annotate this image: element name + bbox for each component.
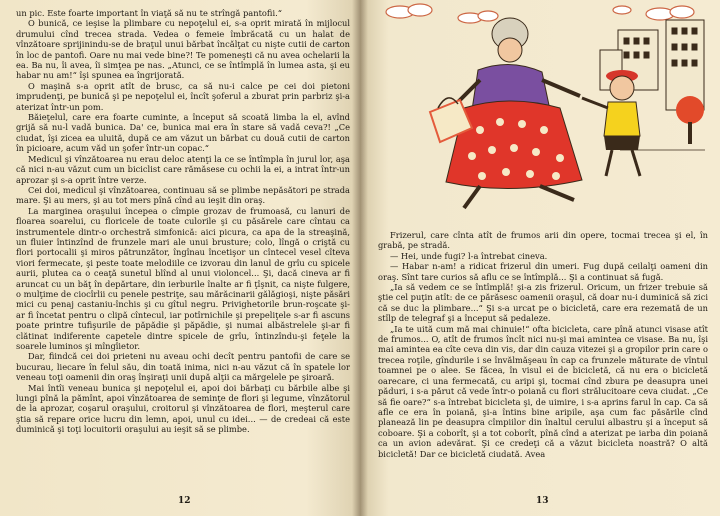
paragraph: Medicul şi vînzătoarea nu erau deloc atenţi la ce se întîmpla în jurul lor, aşa că nici n-au văzut cum un biciclist care rămăsese cu ochii la ei, a intrat într-un aprozar şi s-a oprit între verze.	[16, 153, 350, 185]
paragraph: — Hei, unde fugi? l-a întrebat cineva.	[390, 250, 548, 261]
cloud-icon	[386, 4, 694, 23]
book-gutter	[352, 0, 368, 516]
paragraph: Băieţelul, care era foarte cuminte, a început să scoată limba la el, avînd grijă să nu-l vadă bunica. Da' ce, bunica mai era în stare să vadă ceva?! „Ce ciudat, îşi zicea ea uluită, după ce am văzut un bărbat cu două cutii de carton în picioare, acum văd un şofer într-un copac.“	[16, 112, 350, 154]
paragraph: „Ia te uită cum mă mai chinuie!“ ofta bicicleta, care pînă atunci visase atît de frumos... O, atît de frumos încît nici nu-şi mai amintea ce visase. Ba nu, îşi mai amintea ea cîte ceva din vis, dar din cauza vitezei şi a gropilor prin care o trecea roţile, gîndurile i se învălmăşeau în cap ca frunzele măturate de vîntul toamnei pe o alee. Se făcea, în visul ei de bicicletă, că nu era o bicicletă oarecare, ci una fermecată, cu aripi şi, tocmai cînd zbura pe deasupra unei păduri, i s-a părut că vede într-o poiană cu flori strălucitoare ceva ciudat. „Ce să fie oare?“ s-a întrebat bicicleta şi, de uimire, i s-a aprins farul în cap. Ca să afle ce era în poiană, şi-a întins bine aripile, aşa cum fac păsările cînd planează lin pe deasupra cîmpiilor din înaltul cerului albastru şi a început să coboare. Şi a coborît, şi a tot coborît, pînă cînd a aterizat pe iarba din poiană ca un avion adevărat. Şi ce credeţi că a văzut bicicleta noastră? O altă bicicletă! Dar ce bicicletă ciudată. Avea	[378, 323, 708, 459]
page-number: 13	[536, 496, 549, 506]
paragraph: — Habar n-am! a ridicat frizerul din umeri. Fug după ceilalţi oameni din oraş. Sînt tare curios să aflu ce se întîmplă... Şi a continuat să fugă.	[378, 261, 708, 282]
paragraph: O bunică, ce ieşise la plimbare cu nepoţelul ei, s-a oprit mirată în mijlocul drumului cînd trecea strada. Vedea o femeie îmbrăcată cu un halat de vînzătoare sprijinindu-se de braţul unui bărbat încălţat cu nişte cutii de carton în loc de pantofi. Oare nu mai vede bine?! Te pomeneşti că nu avea ochelarii la ea. Ba nu, îi avea, îi simţea pe nas. „Atunci, ce se întîmplă în lumea asta, şi eu habar nu am!“ îşi spunea ea îngrijorată.	[16, 18, 350, 81]
paragraph: Frizerul, care cînta atît de frumos arii din opere, tocmai trecea şi el, în grabă, pe stradă.	[378, 230, 708, 251]
paragraph: O maşină s-a oprit atît de brusc, ca să nu-i calce pe cei doi pietoni imprudenţi, pe bunică şi pe nepoţelul ei, încît şoferul a zburat prin parbriz şi-a aterizat într-un pom.	[16, 80, 350, 112]
paragraph: „Ia să vedem ce se întîmplă! şi-a zis frizerul. Oricum, un frizer trebuie să ştie cel puţin atît: de ce părăsesc oamenii oraşul, că doar nu-i duminică să zici că se duc la plimbare...“ Şi s-a urcat pe o bicicletă, care era rezemată de un stîlp de telegraf şi a început să pedaleze.	[378, 282, 708, 324]
right-page	[360, 0, 720, 516]
paragraph: Dar, fiindcă cei doi prieteni nu aveau ochi decît pentru pantofii de care se bucurau, liecare în felul său, din toată inima, nici n-au văzut că în spatele lor veneau toţi oamenii din oraş înşiraţi unii după alţii ca mărgelele pe şiroară.	[16, 351, 350, 383]
right-page-text	[378, 230, 708, 459]
paragraph: Cei doi, medicul şi vînzătoarea, continuau să se plimbe nepăsători pe strada mare. Şi au mers, şi au tot mers pînă cînd au ieşit din oraş.	[16, 184, 350, 206]
tree	[676, 96, 704, 144]
paragraph: La marginea oraşului începea o cîmpie grozav de frumoasă, cu lanuri de floarea soarelui, cu floricele de toate culorile şi cu păsărele care cîntau ca instrumentele dintr-o orchestră simfonică: aici picura, ca apa de la streaşină, un fluier întinzînd de frunzele mari ale unui brusture; colo, lîngă o criştă cu flori portocalii şi miros pătrunzător, îngînau încetişor un cîntecel vesel cîteva viori fermecate, şi peste toate melodiile ce izvorau din lanul de grîu cu spicele aurii, plutea ca o ceaţă sunetul blînd al unui violoncel... Şi, dacă cineva ar fi aruncat cu un băţ în depărtare, din ierburile înalte ar fi ţîşnit, ca nişte fulgere, o mulţime de ciocîrlii cu penele pestriţe, sau mărăcinarii gălăgioşi, nişte păsări mici cu penaj castaniu-închis şi cu gîtul negru. Privighetorile brun-roşcate şi-ar fi încetat pentru o clipă cîntecul, iar potîrnichile şi prepeliţele s-ar fi ascuns poate printre tufişurile de păpădie şi păpădie, şi numai albăstrelele şi-ar fi clătinat indiferente capetele dintre spicele de grîu, întinzîndu-şi feţele la soarele luminos şi mîngîietor.	[16, 205, 350, 351]
left-page-text	[16, 8, 350, 435]
paragraph: un pic. Este foarte important în viaţă să nu te strîngă pantofii.“	[16, 8, 282, 18]
boy-figure	[582, 70, 640, 176]
paragraph: Mai întîi veneau bunica şi nepoţelul ei, apoi doi bărbaţi cu bărbile albe şi lungi pînă la pămînt, apoi vînzătoarea de seminţe de flori şi legume, vînzătorul de la aprozar, coşarul oraşului, croitorul şi vînzătoarea de flori, meşterul care ştia să repare orice lucru din lemn, apoi, unul cu idei... — de credeai că este duminică şi toţi locuitorii oraşului au ieşit să se plimbe.	[16, 382, 350, 435]
page-number: 12	[178, 496, 191, 506]
illustration-grandma-and-boy	[360, 0, 720, 225]
